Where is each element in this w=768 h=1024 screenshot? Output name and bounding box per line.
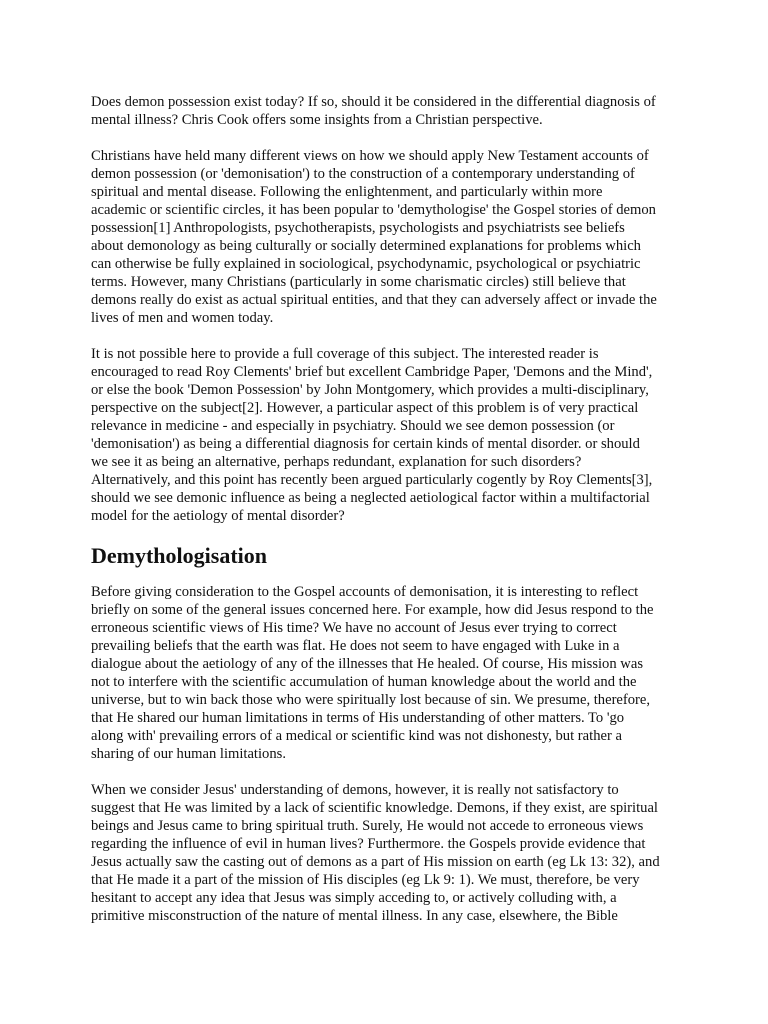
body-paragraph-4: When we consider Jesus' understanding of demons, however, it is really not satisfactory to suggest that He was limited by a lack of scientific knowledge. Demons, if they exist, are spiritual beings and Jesus came to bring spiritual truth. Surely, He would not accede to erroneous views regarding the influence of evil in human lives? Furthermore. the Gospels provide evidence that Jesus actually saw the casting out of demons as a part of His mission on earth (eg Lk 13: 32), and that He made it a part of the mission of His disciples (eg Lk 9: 1). We must, therefore, be very hesitant to accept any idea that Jesus was simply acceding to, or actively colluding with, a primitive misconstruction of the nature of mental illness. In any case, elsewhere, the Bible [91, 782, 660, 924]
body-paragraph-1: Christians have held many different views on how we should apply New Testament accounts of demon possession (or 'demonisation') to the construction of a contemporary understanding of spiritual and mental disease. Following the enlightenment, and particularly within more academic or scientific circles, it has been popular to 'demythologise' the Gospel stories of demon possession[1] Anthropologists, psychotherapists, psychologists and psychiatrists see beliefs about demonology as being culturally or socially determined explanations for problems which can otherwise be fully explained in sociological, psychodynamic, psychological or psychiatric terms. However, many Christians (particularly in some charismatic circles) still believe that demons really do exist as actual spiritual entities, and that they can adversely affect or invade the lives of men and women today. [91, 148, 657, 326]
intro-paragraph: Does demon possession exist today? If so, should it be considered in the differential diagnosis of mental illness? Chris Cook offers some insights from a Christian perspective. [91, 94, 656, 128]
body-paragraph-3: Before giving consideration to the Gospel accounts of demonisation, it is interesting to reflect briefly on some of the general issues concerned here. For example, how did Jesus respond to the erroneous scientific views of His time? We have no account of Jesus ever trying to correct prevailing beliefs that the earth was flat. He does not seem to have engaged with Luke in a dialogue about the aetiology of any of the illnesses that He healed. Of course, His mission was not to interfere with the scientific accumulation of human knowledge about the world and the universe, but to win back those who were spiritually lost because of sin. We presume, therefore, that He shared our human limitations in terms of His understanding of other matters. To 'go along with' prevailing errors of a medical or scientific kind was not dishonesty, but rather a sharing of our human limitations. [91, 584, 654, 762]
body-paragraph-2: It is not possible here to provide a full coverage of this subject. The interested reader is encouraged to read Roy Clements' brief but excellent Cambridge Paper, 'Demons and the Mind', or else the book 'Demon Possession' by John Montgomery, which provides a multi-disciplinary, perspective on the subject[2]. However, a particular aspect of this problem is of very practical relevance in medicine - and especially in psychiatry. Should we see demon possession (or 'demonisation') as being a differential diagnosis for certain kinds of mental disorder. or should we see it as being an alternative, perhaps redundant, explanation for such disorders? Alternatively, and this point has recently been argued particularly cogently by Roy Clements[3], should we see demonic influence as being a neglected aetiological factor within a multifactorial model for the aetiology of mental disorder? [91, 346, 653, 524]
section-heading: Demythologisation [91, 543, 267, 568]
document-page [91, 93, 691, 925]
